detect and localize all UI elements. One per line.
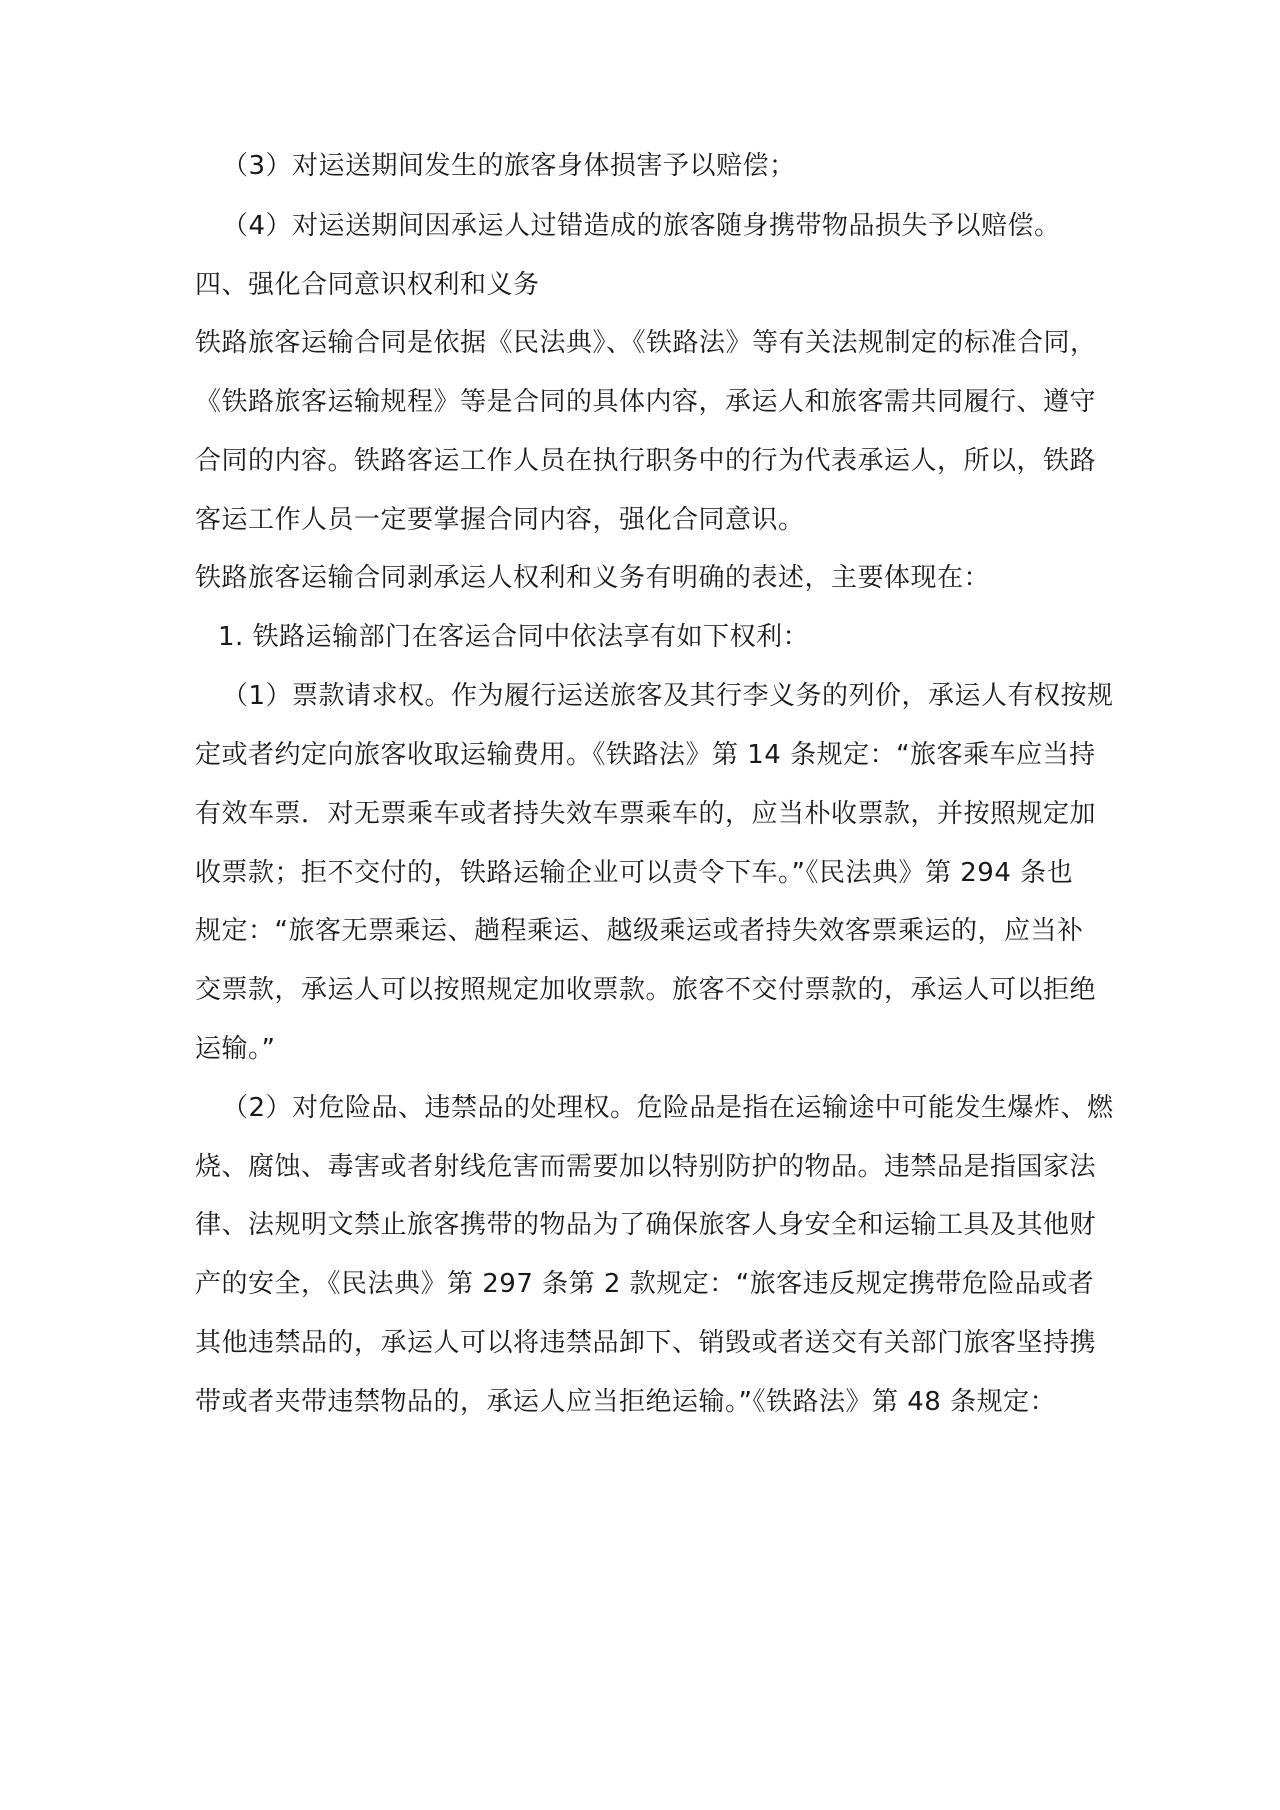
paragraph-line: （2）对危险品、违禁品的处理权。危险品是指在运输途中可能发生爆炸、燃 [222, 1093, 1114, 1123]
paragraph-line: 律、法规明文禁止旅客携带的物品为了确保旅客人身安全和运输工具及其他财 [195, 1210, 1097, 1240]
paragraph-line: 收票款；拒不交付的，铁路运输企业可以责令下车。”《民法典》第 294 条也 [195, 858, 1074, 888]
paragraph-line: 带或者夹带违禁物品的，承运人应当拒绝运输。”《铁路法》第 48 条规定： [195, 1387, 1057, 1417]
paragraph-line: 客运工作人员一定要掌握合同内容，强化合同意识。 [195, 505, 805, 535]
paragraph-line: 定或者约定向旅客收取运输费用。《铁路法》第 14 条规定：“旅客乘车应当持 [195, 740, 1096, 770]
paragraph-line: 《铁路旅客运输规程》等是合同的具体内容，承运人和旅客需共同履行、遵守 [195, 387, 1097, 417]
section-heading: 四、强化合同意识权利和义务 [195, 270, 540, 300]
paragraph-line: 有效车票．对无票乘车或者持失效车票乘车的，应当朴收票款，并按照规定加 [195, 799, 1097, 829]
list-item: 1. 铁路运输部门在客运合同中依法享有如下权利： [218, 622, 810, 652]
paragraph-line: 交票款，承运人可以按照规定加收票款。旅客不交付票款的，承运人可以拒绝 [195, 975, 1097, 1005]
paragraph-line: 铁路旅客运输合同剥承运人权利和义务有明确的表述，主要体现在： [195, 563, 991, 593]
paragraph-line: 运输。” [195, 1034, 276, 1064]
paragraph-line: 产的安全，《民法典》第 297 条第 2 款规定：“旅客违反规定携带危险品或者 [195, 1269, 1095, 1299]
paragraph-line: 规定：“旅客无票乘运、趟程乘运、越级乘运或者持失效客票乘运的，应当补 [195, 916, 1084, 946]
paragraph-line: 铁路旅客运输合同是依据《民法典》、《铁路法》等有关法规制定的标准合同， [195, 328, 1097, 358]
paragraph-line: （3）对运送期间发生的旅客身体损害予以赔偿； [222, 151, 796, 181]
paragraph-line: 烧、腐蚀、毒害或者射线危害而需要加以特别防护的物品。违禁品是指国家法 [195, 1152, 1097, 1182]
paragraph-line: （4）对运送期间因承运人过错造成的旅客随身携带物品损失予以赔偿。 [222, 211, 1061, 241]
paragraph-line: （1）票款请求权。作为履行运送旅客及其行李义务的列价，承运人有权按规 [222, 681, 1114, 711]
paragraph-line: 合同的内容。铁路客运工作人员在执行职务中的行为代表承运人，所以，铁路 [195, 446, 1097, 476]
paragraph-line: 其他违禁品的，承运人可以将违禁品卸下、销毁或者送交有关部门旅客坚持携 [195, 1328, 1097, 1358]
